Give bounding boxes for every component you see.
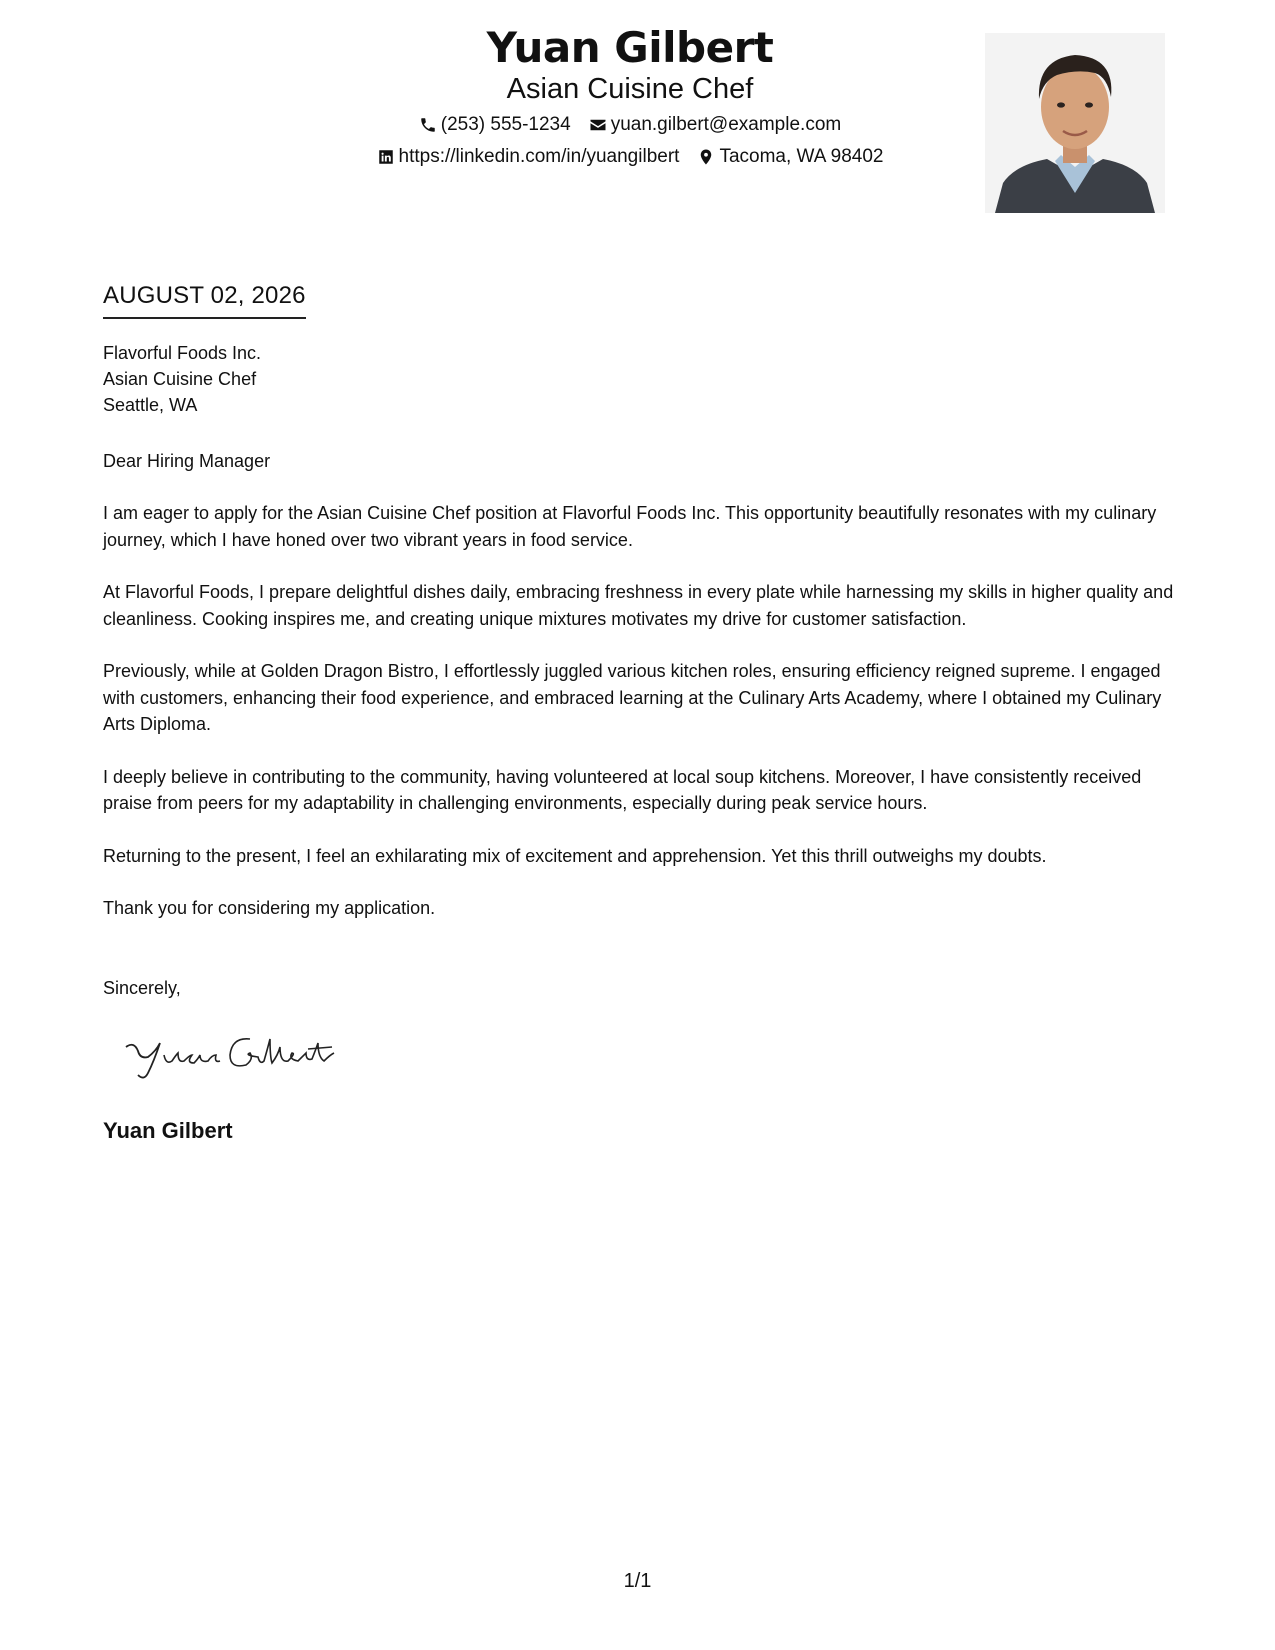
letter-body — [103, 500, 1183, 948]
phone-contact[interactable] — [419, 112, 571, 138]
paragraph-4: I deeply believe in contributing to the community, having volunteered at local soup kitchens. Moreover, I have consistently received praise from peers for my adaptability in challenging environments, especially during peak service hours. — [103, 766, 1142, 813]
paragraph-6: Thank you for considering my application. — [103, 898, 436, 918]
paragraph-5: Returning to the present, I feel an exhilarating mix of excitement and apprehension. Yet this thrill outweighs my doubts. — [103, 845, 1047, 866]
letter-header — [300, 22, 960, 170]
paragraph-3: Previously, while at Golden Dragon Bistro, I effortlessly juggled various kitchen roles, ensuring efficiency reigned supreme. I engaged with customers, enhancing their food experience, and embraced learning at the Culinary Arts Academy, where I obtained my Culinary Arts Diploma. — [103, 661, 1162, 734]
page-number: 1/1 — [623, 1570, 652, 1592]
contact-row-2 — [300, 144, 960, 170]
profile-photo — [985, 33, 1165, 213]
linkedin-icon — [377, 148, 395, 166]
email-contact[interactable] — [589, 112, 842, 138]
linkedin-text: https://linkedin.com/in/yuangilbert — [398, 146, 680, 167]
paragraph-2: At Flavorful Foods, I prepare delightful dishes daily, embracing freshness in every plate while harnessing my skills in higher quality and cleanliness. Cooking inspires me, and creating unique mixtures motivates my drive for customer satisfaction. — [103, 582, 1174, 629]
closing: Sincerely, — [103, 978, 181, 998]
handwritten-signature — [120, 1025, 340, 1085]
signed-name: Yuan Gilbert — [103, 1118, 233, 1143]
phone-text: (253) 555-1234 — [440, 114, 571, 135]
paragraph-1: I am eager to apply for the Asian Cuisine Chef position at Flavorful Foods Inc. This opportunity beautifully resonates with my culinary journey, which I have honed over two vibrant years in food service. — [103, 503, 1157, 550]
location-text: Tacoma, WA 98402 — [719, 146, 884, 167]
applicant-title: Asian Cuisine Chef — [506, 73, 754, 105]
letter-date: AUGUST 02, 2026 — [103, 281, 306, 319]
recipient-company: Flavorful Foods Inc. — [103, 343, 262, 363]
recipient-location: Seattle, WA — [103, 395, 198, 415]
email-text: yuan.gilbert@example.com — [610, 114, 842, 135]
contact-row-1 — [300, 112, 960, 138]
email-icon — [589, 116, 607, 134]
applicant-name: Yuan Gilbert — [486, 23, 774, 72]
location-contact — [697, 144, 883, 170]
salutation: Dear Hiring Manager — [103, 451, 271, 471]
recipient-position: Asian Cuisine Chef — [103, 369, 257, 389]
location-icon — [697, 148, 715, 166]
linkedin-contact[interactable] — [377, 144, 680, 170]
recipient-block — [103, 340, 261, 418]
phone-icon — [419, 116, 437, 134]
